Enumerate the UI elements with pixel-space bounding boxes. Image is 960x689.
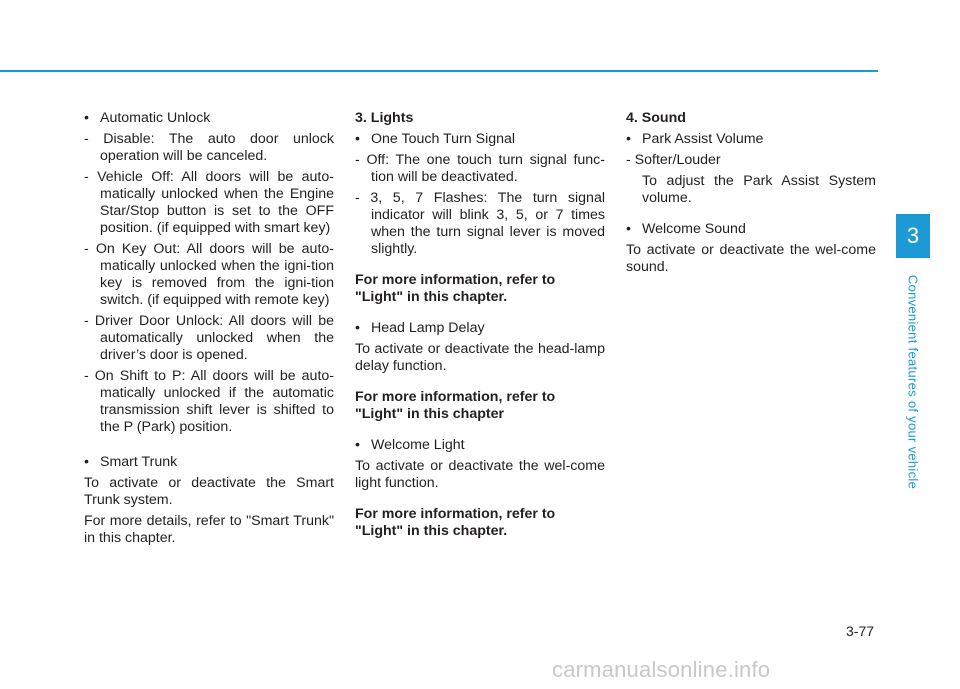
watermark: carmanualsonline.info xyxy=(552,657,771,682)
reference-light-2: For more information, refer to "Light" in this chapter xyxy=(355,389,556,422)
smart-trunk-description: To activate or deactivate the Smart Trunk system. xyxy=(84,475,334,508)
bullet-welcome-light: • Welcome Light xyxy=(355,437,605,454)
option-on-shift-to-p: - On Shift to P: All doors will be auto-matically unlocked if the automatic transmission shift lever is shifted to the P (Park) position. xyxy=(84,368,334,435)
smart-trunk-reference: For more details, refer to "Smart Trunk" in this chapter. xyxy=(84,513,334,546)
softer-louder-description: To adjust the Park Assist System volume. xyxy=(642,173,876,206)
header-rule xyxy=(0,70,878,72)
bullet-park-assist-volume: • Park Assist Volume xyxy=(626,131,876,148)
option-disable: - Disable: The auto door unlock operation will be canceled. xyxy=(84,131,334,164)
option-softer-louder: - Softer/Louder xyxy=(626,152,721,168)
column-3 xyxy=(626,110,876,280)
column-1 xyxy=(84,110,334,551)
option-flashes: - 3, 5, 7 Flashes: The turn signal indicator will blink 3, 5, or 7 times when the turn signal lever is moved slightly. xyxy=(355,190,605,257)
welcome-light-description: To activate or deactivate the wel-come light function. xyxy=(355,458,605,491)
reference-light-1: For more information, refer to "Light" in this chapter. xyxy=(355,272,556,305)
option-vehicle-off: - Vehicle Off: All doors will be auto-matically unlocked when the Engine Star/Stop button is set to the OFF position. (if equipped with smart key) xyxy=(84,169,334,236)
welcome-sound-description: To activate or deactivate the wel-come sound. xyxy=(626,242,876,275)
chapter-title-label: Convenient features of your vehicle xyxy=(905,274,921,490)
option-on-key-out: - On Key Out: All doors will be auto-matically unlocked when the igni-tion key is removed from the igni-tion switch. (if equipped with remote key) xyxy=(84,241,334,308)
bullet-one-touch-turn-signal: • One Touch Turn Signal xyxy=(355,131,605,148)
option-driver-door-unlock: - Driver Door Unlock: All doors will be automatically unlocked when the driver’s door is opened. xyxy=(84,313,334,363)
reference-light-3: For more information, refer to "Light" in this chapter. xyxy=(355,506,556,539)
page-number: 3-77 xyxy=(846,623,875,639)
chapter-number-tab: 3 xyxy=(896,214,930,258)
bullet-smart-trunk: • Smart Trunk xyxy=(84,454,334,471)
bullet-automatic-unlock: • Automatic Unlock xyxy=(84,110,334,127)
column-2 xyxy=(355,110,605,544)
option-off: - Off: The one touch turn signal func-tion will be deactivated. xyxy=(355,152,605,185)
section-heading-lights: 3. Lights xyxy=(355,110,414,126)
bullet-welcome-sound: • Welcome Sound xyxy=(626,221,876,238)
section-heading-sound: 4. Sound xyxy=(626,110,686,126)
bullet-head-lamp-delay: • Head Lamp Delay xyxy=(355,320,605,337)
head-lamp-delay-description: To activate or deactivate the head-lamp delay function. xyxy=(355,341,605,374)
